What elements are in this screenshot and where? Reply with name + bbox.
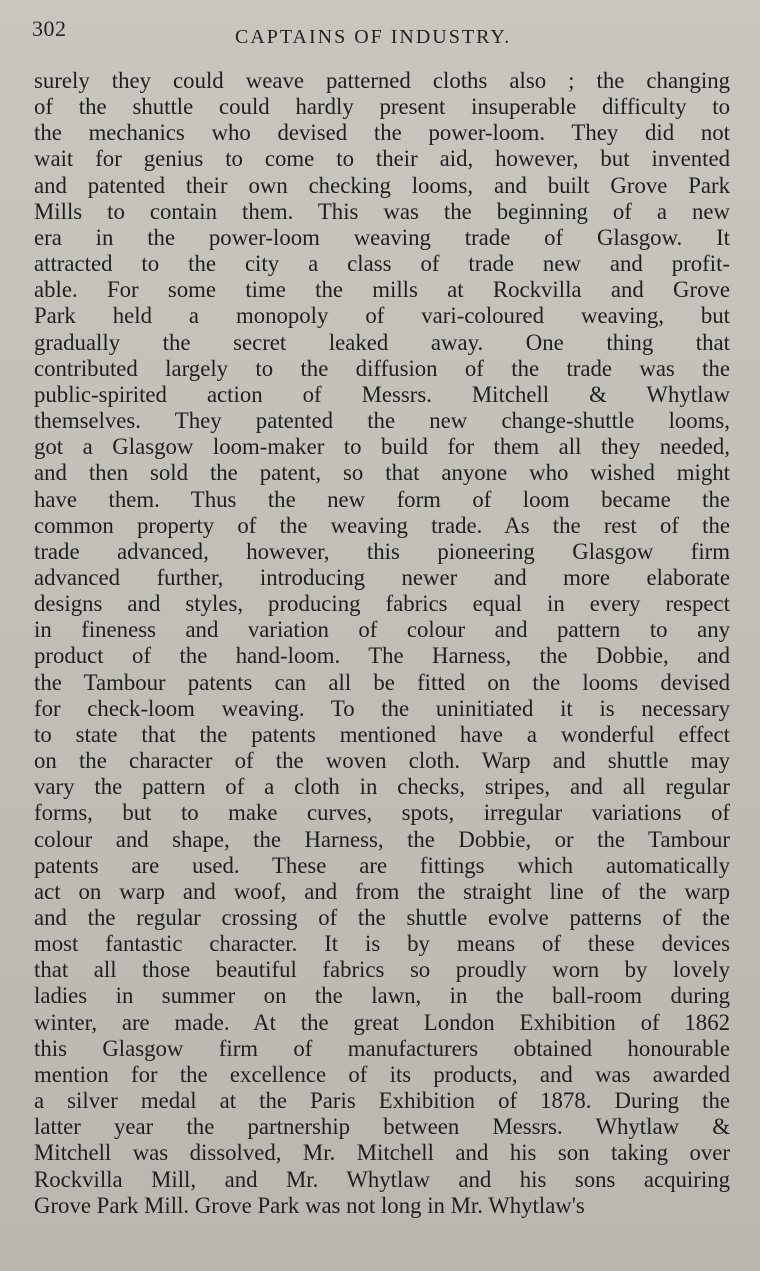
text-line: for check-loom weaving. To the uninitiated it is necessary	[34, 695, 730, 721]
text-line: contributed largely to the diffusion of the trade was the	[34, 355, 730, 381]
text-line: a silver medal at the Paris Exhibition of 1878. During the	[34, 1088, 730, 1114]
text-line: the mechanics who devised the power-loom. They did not	[34, 120, 730, 146]
text-line: able. For some time the mills at Rockvilla and Grove	[34, 277, 730, 303]
text-line: surely they could weave patterned cloths also ; the changing	[34, 68, 730, 93]
text-line: act on warp and woof, and from the straight line of the warp	[34, 878, 730, 904]
text-line: in fineness and variation of colour and pattern to any	[34, 617, 730, 643]
text-line: most fantastic character. It is by means of these devices	[34, 931, 730, 957]
text-line: this Glasgow firm of manufacturers obtained honourable	[34, 1035, 730, 1061]
text-line: designs and styles, producing fabrics equal in every respect	[34, 591, 730, 617]
text-line: of the shuttle could hardly present insuperable difficulty to	[34, 94, 730, 120]
text-line: public-spirited action of Messrs. Mitchell & Whytlaw	[34, 381, 730, 407]
text-line: Rockvilla Mill, and Mr. Whytlaw and his sons acquiring	[34, 1166, 730, 1192]
text-line: colour and shape, the Harness, the Dobbie, or the Tambour	[34, 826, 730, 852]
text-line: advanced further, introducing newer and more elaborate	[34, 564, 730, 590]
text-line: and the regular crossing of the shuttle evolve patterns of the	[34, 905, 730, 930]
text-line: common property of the weaving trade. As the rest of the	[34, 512, 730, 538]
text-line: Park held a monopoly of vari-coloured weaving, but	[34, 303, 730, 329]
text-line: themselves. They patented the new change-shuttle looms,	[34, 408, 730, 434]
text-line: ladies in summer on the lawn, in the ball-room during	[34, 983, 730, 1009]
text-line: have them. Thus the new form of loom became the	[34, 486, 730, 512]
text-line: got a Glasgow loom-maker to build for them all they needed,	[34, 434, 730, 460]
text-line: to state that the patents mentioned have a wonderful effect	[34, 721, 730, 747]
text-line: Mills to contain them. This was the beginning of a new	[34, 198, 730, 224]
body-paragraph	[34, 68, 730, 1219]
text-line: product of the hand-loom. The Harness, the Dobbie, and	[34, 643, 730, 669]
text-line: the Tambour patents can all be fitted on the looms devised	[34, 669, 730, 695]
text-line: wait for genius to come to their aid, however, but invented	[34, 146, 730, 172]
text-line: gradually the secret leaked away. One thing that	[34, 329, 730, 355]
text-line: Mitchell was dissolved, Mr. Mitchell and his son taking over	[34, 1140, 730, 1166]
text-line: Grove Park Mill. Grove Park was not long in Mr. Whytlaw's	[34, 1192, 585, 1218]
page-header	[30, 14, 730, 46]
text-line: era in the power-loom weaving trade of Glasgow. It	[34, 224, 730, 250]
text-line: and patented their own checking looms, and built Grove Park	[34, 172, 730, 198]
text-line: attracted to the city a class of trade new and profit-	[34, 251, 730, 277]
text-line: forms, but to make curves, spots, irregular variations of	[34, 800, 730, 826]
text-line: on the character of the woven cloth. Warp and shuttle may	[34, 748, 730, 774]
page-number: 302	[32, 16, 67, 41]
text-line: that all those beautiful fabrics so proudly worn by lovely	[34, 957, 730, 983]
text-line: trade advanced, however, this pioneering Glasgow firm	[34, 538, 730, 564]
text-line: vary the pattern of a cloth in checks, stripes, and all regular	[34, 774, 730, 800]
text-line: latter year the partnership between Messrs. Whytlaw &	[34, 1114, 730, 1140]
text-line: winter, are made. At the great London Exhibition of 1862	[34, 1009, 730, 1035]
running-head: CAPTAINS OF INDUSTRY.	[235, 26, 512, 48]
text-line: mention for the excellence of its products, and was awarded	[34, 1061, 730, 1087]
text-line: patents are used. These are fittings which automatically	[34, 852, 730, 878]
text-line: and then sold the patent, so that anyone who wished might	[34, 460, 730, 486]
